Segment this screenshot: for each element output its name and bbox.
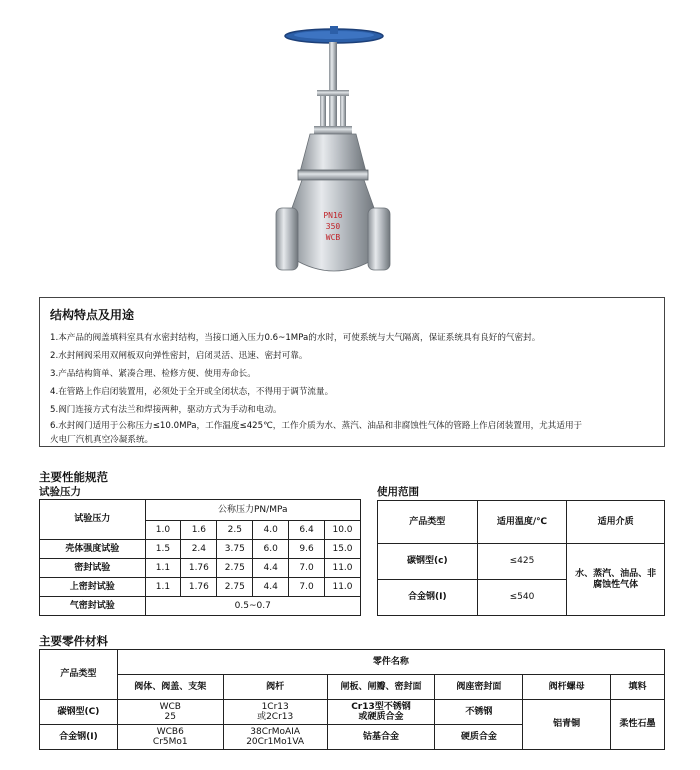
perf-nominal-value: 1.0: [145, 521, 181, 540]
valve-stem: [329, 42, 337, 128]
mat-parts-name-header: 零件名称: [117, 650, 664, 675]
mat-part-header: 阀杆: [223, 675, 327, 700]
feature-item: 4.在管路上作启闭装置用，必须处于全开或全闭状态，不得用于调节流量。: [50, 387, 334, 397]
perf-cell: 3.75: [217, 540, 253, 559]
usage-header: 适用温度/℃: [477, 501, 567, 544]
perf-row-label: 密封试验: [40, 559, 146, 578]
mat-carbon-disc-line: Cr13型不锈钢: [351, 702, 411, 712]
perf-cell: 7.0: [289, 559, 325, 578]
perf-cell: 1.5: [145, 540, 181, 559]
features-title: 结构特点及用途: [50, 308, 135, 322]
mat-alloy-disc: 钴基合金: [327, 725, 435, 750]
mat-carbon-disc-line: 或硬质合金: [358, 712, 404, 722]
valve-flange: [298, 170, 368, 180]
valve-marking-material: WCB: [325, 233, 341, 242]
mat-carbon-stem: [223, 700, 327, 725]
mat-carbon-disc: [327, 700, 435, 725]
perf-row-header: 试验压力: [40, 500, 146, 540]
perf-cell: 11.0: [325, 559, 361, 578]
perf-row-label: 壳体强度试验: [40, 540, 146, 559]
usage-header: 产品类型: [378, 501, 478, 544]
mat-alloy-body-line: Cr5Mo1: [152, 737, 188, 747]
performance-table: [39, 499, 361, 616]
usage-header: 适用介质: [567, 501, 665, 544]
feature-item: 1.本产品的阀盖填料室具有水密封结构，当接口通入压力0.6~1MPa的水时，可使系统与大气隔离，保证系统具有良好的气密封。: [50, 333, 541, 343]
mat-carbon-body-line: 25: [164, 712, 176, 722]
mat-part-header: 阀体、阀盖、支架: [117, 675, 223, 700]
mat-carbon-stem-line: 或2Cr13: [257, 712, 294, 722]
mat-carbon-body-line: WCB: [159, 702, 181, 712]
valve-marking-pn: PN16: [323, 211, 343, 220]
usage-title: 使用范围: [377, 486, 419, 498]
usage-temp: ≤540: [477, 580, 567, 616]
feature-item: 3.产品结构简单、紧凑合理、检修方便、使用寿命长。: [50, 369, 256, 379]
mat-product-type-header: 产品类型: [40, 650, 118, 700]
perf-cell: 2.75: [217, 559, 253, 578]
performance-subtitle: 试验压力: [39, 486, 81, 498]
perf-cell: 1.76: [181, 559, 217, 578]
perf-nominal-value: 1.6: [181, 521, 217, 540]
perf-gas-label: 气密封试验: [40, 597, 146, 616]
mat-packing: 柔性石墨: [611, 700, 665, 750]
mat-alloy-stem: [223, 725, 327, 750]
performance-title: 主要性能规范: [39, 470, 108, 484]
mat-alloy-label: 合金钢(I): [40, 725, 118, 750]
perf-cell: 1.1: [145, 559, 181, 578]
table-row: [40, 578, 361, 597]
perf-cell: 9.6: [289, 540, 325, 559]
perf-cell: 7.0: [289, 578, 325, 597]
mat-carbon-body: [117, 700, 223, 725]
mat-carbon-seat: 不锈钢: [435, 700, 523, 725]
perf-gas-value: 0.5~0.7: [145, 597, 360, 616]
valve-pipe-end-left: [276, 208, 298, 270]
perf-nominal-value: 6.4: [289, 521, 325, 540]
mat-alloy-stem-line: 38CrMoAIA: [250, 727, 300, 737]
materials-table: [39, 649, 665, 750]
perf-cell: 4.4: [253, 559, 289, 578]
feature-item: 2.水封闸阀采用双闸板双向弹性密封，启闭灵活、迅速、密封可靠。: [50, 351, 308, 361]
feature-item-continuation: 火电厂汽机真空冷凝系统。: [50, 435, 154, 445]
perf-nominal-header: 公称压力PN/MPa: [145, 500, 360, 521]
mat-alloy-stem-line: 20Cr1Mo1VA: [246, 737, 305, 747]
table-row: [40, 559, 361, 578]
table-row: [40, 700, 665, 725]
table-row: [40, 597, 361, 616]
feature-item: 5.阀门连接方式有法兰和焊接两种，驱动方式为手动和电动。: [50, 405, 282, 415]
perf-cell: 11.0: [325, 578, 361, 597]
mat-carbon-label: 碳钢型(C): [40, 700, 118, 725]
perf-cell: 6.0: [253, 540, 289, 559]
mat-part-header: 阀杆螺母: [523, 675, 611, 700]
mat-part-header: 阀座密封面: [435, 675, 523, 700]
valve-pipe-end-right: [368, 208, 390, 270]
table-row: [378, 544, 665, 580]
perf-cell: 2.75: [217, 578, 253, 597]
perf-cell: 1.1: [145, 578, 181, 597]
mat-alloy-body-line: WCB6: [156, 727, 184, 737]
perf-cell: 15.0: [325, 540, 361, 559]
feature-item: 6.水封阀门适用于公称压力≤10.0MPa，工作温度≤425℃，工作介质为水、蒸汽、油品和非腐蚀性气体的管路上作启闭装置用，尤其适用于: [50, 421, 583, 431]
perf-row-label: 上密封试验: [40, 578, 146, 597]
perf-cell: 4.4: [253, 578, 289, 597]
valve-bonnet: [300, 134, 366, 172]
usage-table: [377, 500, 665, 616]
perf-cell: 2.4: [181, 540, 217, 559]
usage-type: 合金钢(I): [378, 580, 478, 616]
usage-medium: 水、蒸汽、油品、非腐蚀性气体: [567, 544, 665, 616]
mat-alloy-seat: 硬质合金: [435, 725, 523, 750]
usage-temp: ≤425: [477, 544, 567, 580]
mat-stem-nut: 铝青铜: [523, 700, 611, 750]
gate-valve-image: [262, 22, 402, 288]
table-row: [40, 540, 361, 559]
features-box: [39, 297, 665, 447]
perf-cell: 1.76: [181, 578, 217, 597]
valve-marking-size: 350: [325, 222, 341, 231]
mat-part-header: 闸板、闸瓣、密封面: [327, 675, 435, 700]
materials-title: 主要零件材料: [39, 634, 108, 648]
handwheel: [285, 26, 383, 43]
perf-nominal-value: 4.0: [253, 521, 289, 540]
usage-type: 碳钢型(c): [378, 544, 478, 580]
mat-alloy-body: [117, 725, 223, 750]
mat-carbon-stem-line: 1Cr13: [261, 702, 289, 712]
perf-nominal-value: 2.5: [217, 521, 253, 540]
perf-nominal-value: 10.0: [325, 521, 361, 540]
mat-part-header: 填料: [611, 675, 665, 700]
